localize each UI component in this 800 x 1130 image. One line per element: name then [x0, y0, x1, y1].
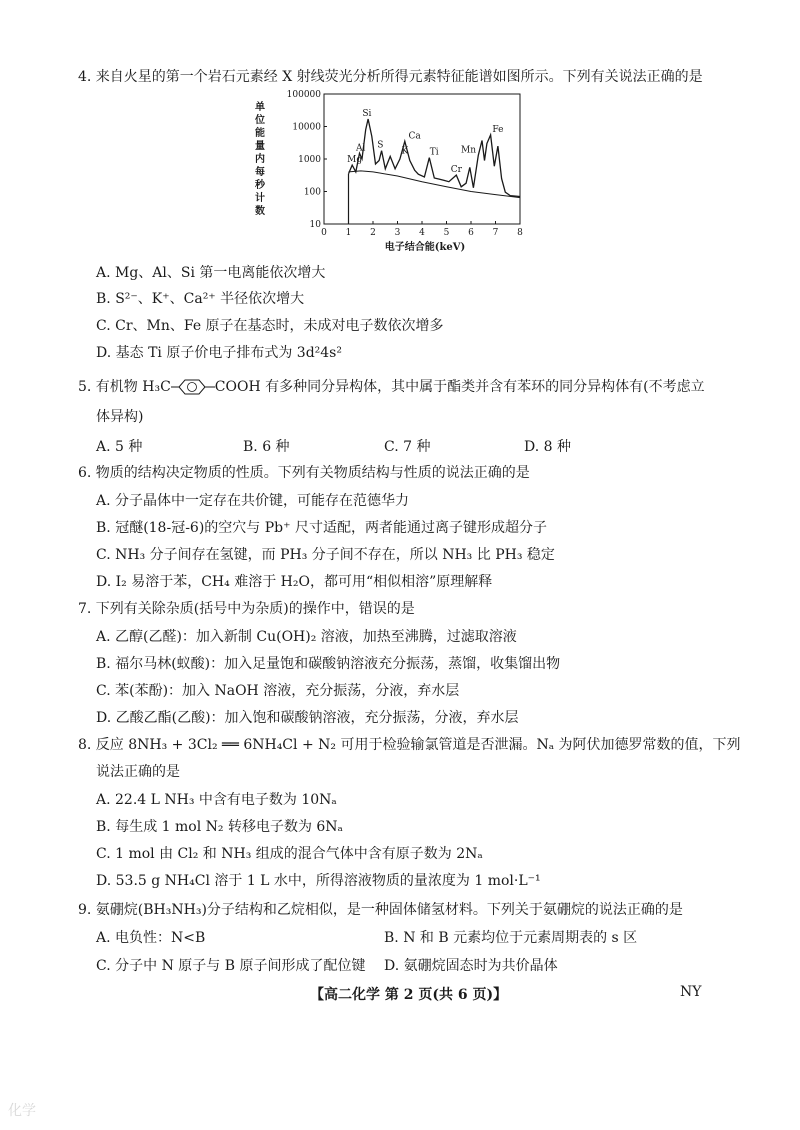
- q7-stem: 7. 下列有关除杂质(括号中为杂质)的操作中，错误的是: [78, 601, 415, 617]
- q4-spectrum-chart: [252, 84, 552, 269]
- q7-option-b: B. 福尔马林(蚁酸)：加入足量饱和碳酸钠溶液充分振荡，蒸馏，收集馏出物: [96, 656, 561, 672]
- q8-stem-b: 说法正确的是: [96, 764, 180, 780]
- ylabel-char: 位: [255, 115, 265, 126]
- peak-label-si: Si: [362, 109, 372, 120]
- ylabel-char: 内: [255, 154, 265, 165]
- peak-label-ti: Ti: [429, 147, 439, 158]
- y-tick-label: 100: [303, 187, 321, 198]
- q7-option-d: D. 乙酸乙酯(乙酸)：加入饱和碳酸钠溶液，充分振荡，分液，弃水层: [96, 710, 519, 726]
- q4-option-d: D. 基态 Ti 原子价电子排布式为 3d²4s²: [96, 345, 342, 361]
- x-tick-label: 1: [345, 228, 352, 238]
- ylabel-char: 数: [255, 206, 265, 217]
- peak-label-cr: Cr: [450, 165, 462, 176]
- q8-option-b: B. 每生成 1 mol N₂ 转移电子数为 6Nₐ: [96, 819, 343, 835]
- page-footer: 【高二化学 第 2 页(共 6 页)】: [310, 987, 508, 1003]
- peak-label-al: Al: [356, 143, 366, 154]
- footer-tag: NY: [680, 984, 702, 1000]
- q6-option-d: D. I₂ 易溶于苯，CH₄ 难溶于 H₂O，都可用“相似相溶”原理解释: [96, 574, 493, 590]
- x-tick-label: 4: [419, 228, 425, 238]
- watermark: 化学: [8, 1103, 36, 1119]
- q6-stem: 6. 物质的结构决定物质的性质。下列有关物质结构与性质的说法正确的是: [78, 465, 530, 481]
- q5-stem-line1: [78, 376, 705, 396]
- q8-option-a: A. 22.4 L NH₃ 中含有电子数为 10Nₐ: [96, 792, 337, 808]
- peak-label-mg: Mg: [347, 155, 363, 166]
- q6-option-b: B. 冠醚(18-冠-6)的空穴与 Pb⁺ 尺寸适配，两者能通过离子键形成超分子: [96, 520, 547, 536]
- q7-option-c: C. 苯(苯酚)：加入 NaOH 溶液，充分振荡，分液，弃水层: [96, 683, 460, 699]
- q4-option-a: A. Mg、Al、Si 第一电离能依次增大: [96, 265, 326, 281]
- q9-option-b: B. N 和 B 元素均位于元素周期表的 s 区: [384, 930, 638, 946]
- q4-option-c: C. Cr、Mn、Fe 原子在基态时，未成对电子数依次增多: [96, 318, 444, 334]
- background-line: [349, 171, 521, 198]
- peak-label-k: K: [401, 146, 409, 157]
- ylabel-char: 秒: [255, 180, 265, 191]
- y-tick-label: 10000: [292, 122, 321, 133]
- ylabel-char: 计: [255, 193, 265, 204]
- benzene-ring-icon: [171, 378, 215, 396]
- ylabel-char: 每: [255, 167, 265, 178]
- q5-stem-c: 体异构): [96, 409, 144, 425]
- q9-option-d: D. 氨硼烷固态时为共价晶体: [384, 958, 558, 974]
- peak-label-ca: Ca: [408, 131, 421, 142]
- x-tick-label: 6: [468, 228, 474, 238]
- q8-option-d: D. 53.5 g NH₄Cl 溶于 1 L 水中，所得溶液物质的量浓度为 1 mol·L⁻¹: [96, 873, 541, 889]
- q6-option-a: A. 分子晶体中一定存在共价键，可能存在范德华力: [96, 493, 410, 509]
- ylabel-char: 单: [255, 102, 265, 113]
- x-tick-label: 7: [492, 228, 499, 238]
- q9-option-a: A. 电负性：N<B: [96, 930, 206, 946]
- q9-stem: 9. 氨硼烷(BH₃NH₃)分子结构和乙烷相似，是一种固体储氢材料。下列关于氨硼烷的说法正确的是: [78, 902, 683, 918]
- peak-label-s: S: [377, 140, 384, 151]
- q5-option-c: C. 7 种: [384, 439, 431, 455]
- q8-stem-a: 8. 反应 8NH₃ + 3Cl₂ ══ 6NH₄Cl + N₂ 可用于检验输氯管道是否泄漏。Nₐ 为阿伏加德罗常数的值，下列: [78, 737, 741, 753]
- chart-xlabel: 电子结合能(keV): [384, 242, 466, 253]
- q5-option-a: A. 5 种: [96, 439, 143, 455]
- x-tick-label: 5: [443, 228, 450, 238]
- x-tick-label: 0: [321, 228, 327, 238]
- q5-option-b: B. 6 种: [243, 439, 290, 455]
- q4-stem: 4. 来自火星的第一个岩石元素经 X 射线荧光分析所得元素特征能谱如图所示。下列有关说法正确的是: [78, 69, 703, 85]
- ylabel-char: 能: [255, 128, 265, 139]
- q5-stem-a: 5. 有机物 H₃C: [78, 379, 171, 395]
- peak-label-fe: Fe: [492, 124, 504, 135]
- peak-label-mn: Mn: [461, 145, 477, 156]
- q7-option-a: A. 乙醇(乙醛)：加入新制 Cu(OH)₂ 溶液，加热至沸腾，过滤取溶液: [96, 629, 517, 645]
- x-tick-label: 2: [370, 228, 376, 238]
- y-tick-label: 100000: [286, 90, 321, 100]
- q8-option-c: C. 1 mol 由 Cl₂ 和 NH₃ 组成的混合气体中含有原子数为 2Nₐ: [96, 846, 483, 862]
- x-tick-label: 8: [517, 228, 523, 238]
- q6-option-c: C. NH₃ 分子间存在氢键，而 PH₃ 分子间不存在，所以 NH₃ 比 PH₃ 稳定: [96, 547, 555, 563]
- ylabel-char: 量: [255, 141, 265, 152]
- q9-option-c: C. 分子中 N 原子与 B 原子间形成了配位键: [96, 958, 366, 974]
- y-tick-label: 10: [309, 220, 321, 230]
- q5-stem-b: COOH 有多种同分异构体，其中属于酯类并含有苯环的同分异构体有(不考虑立: [214, 379, 705, 395]
- y-tick-label: 1000: [298, 155, 321, 165]
- chart-ylabel: [254, 100, 266, 217]
- x-tick-label: 3: [394, 228, 401, 238]
- q4-option-b: B. S²⁻、K⁺、Ca²⁺ 半径依次增大: [96, 291, 305, 307]
- q5-option-d: D. 8 种: [524, 439, 571, 455]
